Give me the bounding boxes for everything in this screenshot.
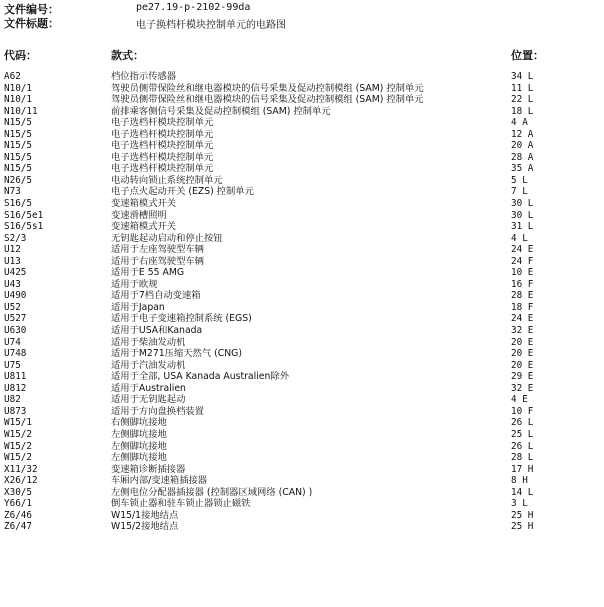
table-row	[0, 256, 604, 268]
row-description: W15/2接地结点	[111, 521, 179, 533]
row-position: 24 E	[511, 244, 534, 256]
row-code: N15/5	[4, 140, 32, 152]
row-code: N73	[4, 186, 21, 198]
table-row	[0, 152, 604, 164]
row-code: U812	[4, 382, 27, 394]
row-description: 无钥匙起动启动和停止按钮	[111, 232, 223, 244]
row-position: 17 H	[511, 463, 534, 475]
row-position: 22 L	[511, 94, 534, 106]
row-description: 车厢内部/变速箱插接器	[111, 475, 208, 487]
row-description: 适用于USA和Kanada	[111, 325, 203, 337]
table-row	[0, 337, 604, 349]
row-code: U74	[4, 336, 21, 348]
row-code: N10/11	[4, 105, 38, 117]
doc-title-value: 电子换档杆模块控制单元的电路图	[136, 20, 286, 31]
row-position: 30 L	[511, 209, 534, 221]
row-code: U75	[4, 359, 21, 371]
row-position: 32 E	[511, 382, 534, 394]
row-code: N15/5	[4, 163, 32, 175]
row-code: X30/5	[4, 486, 32, 498]
table-row	[0, 198, 604, 210]
row-code: N10/1	[4, 82, 32, 94]
row-description: 适用于Japan	[111, 301, 165, 313]
row-code: U12	[4, 244, 21, 256]
row-code: N15/5	[4, 151, 32, 163]
row-code: U527	[4, 313, 27, 325]
row-description: 驾驶员侧带保险丝和继电器模块的信号采集及促动控制模组 (SAM) 控制单元	[111, 82, 424, 94]
row-code: U43	[4, 278, 21, 290]
row-code: U811	[4, 371, 27, 383]
row-position: 20 E	[511, 359, 534, 371]
table-row	[0, 313, 604, 325]
code-column-header: 代码：	[4, 49, 37, 62]
row-position: 11 L	[511, 82, 534, 94]
row-code: U82	[4, 394, 21, 406]
table-row	[0, 371, 604, 383]
row-description: 变速箱模式开关	[111, 198, 177, 210]
row-code: U630	[4, 325, 27, 337]
row-code: A62	[4, 71, 21, 82]
row-position: 20 A	[511, 140, 534, 152]
row-description: 变速箱诊断插接器	[111, 463, 186, 475]
row-description: 适用于全部, USA Kanada Australien除外	[111, 371, 289, 383]
row-description: 电子选档杆模块控制单元	[111, 117, 214, 129]
row-code: W15/2	[4, 440, 32, 452]
row-code: Z6/46	[4, 509, 32, 521]
row-description: 适用于M271压缩天然气 (CNG)	[111, 348, 243, 360]
desc-column-header: 款式：	[111, 49, 144, 62]
table-row	[0, 233, 604, 245]
row-position: 35 A	[511, 163, 534, 175]
doc-number-value: pe27.19-p-2102-99da	[136, 2, 251, 13]
row-position: 25 L	[511, 428, 534, 440]
row-description: 适用于E 55 AMG	[111, 267, 185, 279]
table-row	[0, 267, 604, 279]
row-position: 29 E	[511, 371, 534, 383]
row-position: 30 L	[511, 198, 534, 210]
component-list	[0, 71, 604, 533]
table-row	[0, 163, 604, 175]
row-position: 18 F	[511, 301, 534, 313]
row-position: 7 L	[511, 186, 528, 198]
row-description: 左侧脚坑接地	[111, 428, 167, 440]
table-row	[0, 452, 604, 464]
table-row	[0, 94, 604, 106]
row-code: U13	[4, 255, 21, 267]
table-row	[0, 302, 604, 314]
table-row	[0, 394, 604, 406]
row-code: N15/5	[4, 117, 32, 129]
doc-title-label: 文件标题：	[4, 17, 59, 30]
row-description: 电动转向锁止系统控制单元	[111, 174, 223, 186]
table-row	[0, 290, 604, 302]
table-row	[0, 475, 604, 487]
row-code: U748	[4, 348, 27, 360]
row-position: 34 L	[511, 71, 534, 82]
row-description: 左侧脚坑接地	[111, 440, 167, 452]
row-code: N15/5	[4, 128, 32, 140]
table-row	[0, 117, 604, 129]
row-code: X26/12	[4, 475, 38, 487]
row-position: 14 L	[511, 486, 534, 498]
row-description: 适用于柴油发动机	[111, 336, 186, 348]
row-description: 适用于左座驾驶型车辆	[111, 244, 204, 256]
row-code: S16/5	[4, 198, 32, 210]
row-description: 电子选档杆模块控制单元	[111, 163, 214, 175]
row-position: 31 L	[511, 221, 534, 233]
table-row	[0, 348, 604, 360]
row-description: 电子选档杆模块控制单元	[111, 128, 214, 140]
row-position: 16 F	[511, 278, 534, 290]
row-code: N10/1	[4, 94, 32, 106]
row-position: 18 L	[511, 105, 534, 117]
row-code: U490	[4, 290, 27, 302]
table-row	[0, 210, 604, 222]
row-position: 24 F	[511, 255, 534, 267]
row-description: 适用于方向盘换档装置	[111, 405, 204, 417]
row-position: 26 L	[511, 417, 534, 429]
table-row	[0, 417, 604, 429]
row-description: 电子选档杆模块控制单元	[111, 151, 214, 163]
row-code: S16/5e1	[4, 209, 44, 221]
row-description: 前排乘客侧信号采集及促动控制模组 (SAM) 控制单元	[111, 105, 331, 117]
row-code: U52	[4, 301, 21, 313]
row-code: Z6/47	[4, 521, 32, 533]
row-position: 20 E	[511, 348, 534, 360]
row-code: S2/3	[4, 232, 27, 244]
row-description: 驾驶员侧带保险丝和继电器模块的信号采集及促动控制模组 (SAM) 控制单元	[111, 94, 424, 106]
table-row	[0, 140, 604, 152]
row-description: 变速箱模式开关	[111, 221, 177, 233]
row-description: 适用于欧规	[111, 278, 158, 290]
table-row	[0, 441, 604, 453]
row-description: 适用于7档自动变速箱	[111, 290, 201, 302]
row-position: 10 E	[511, 267, 534, 279]
table-row	[0, 106, 604, 118]
row-description: 适用于电子变速箱控制系统 (EGS)	[111, 313, 252, 325]
row-code: W15/1	[4, 417, 32, 429]
table-row	[0, 383, 604, 395]
row-position: 28 L	[511, 452, 534, 464]
table-row	[0, 510, 604, 522]
table-row	[0, 464, 604, 476]
row-description: 电子选档杆模块控制单元	[111, 140, 214, 152]
row-position: 3 L	[511, 498, 528, 510]
row-description: 适用于无钥匙起动	[111, 394, 186, 406]
table-row	[0, 244, 604, 256]
row-code: Y66/1	[4, 498, 32, 510]
row-description: 变速滑槽照明	[111, 209, 167, 221]
row-description: 适用于汽油发动机	[111, 359, 186, 371]
row-description: 左侧脚坑接地	[111, 452, 167, 464]
table-row	[0, 487, 604, 499]
doc-number-label: 文件编号：	[4, 3, 59, 16]
table-row	[0, 279, 604, 291]
table-row	[0, 498, 604, 510]
row-description: 倒车锁止器和驻车锁止器锁止磁铁	[111, 498, 251, 510]
row-position: 25 H	[511, 521, 534, 533]
row-position: 4 L	[511, 232, 528, 244]
row-position: 10 F	[511, 405, 534, 417]
row-description: 右侧脚坑接地	[111, 417, 167, 429]
row-position: 8 H	[511, 475, 528, 487]
row-description: 左侧电位分配器插接器 (控制器区域网络 (CAN) )	[111, 486, 313, 498]
row-code: S16/5s1	[4, 221, 44, 233]
row-description: 档位指示传感器	[111, 71, 177, 82]
row-position: 5 L	[511, 174, 528, 186]
row-code: U873	[4, 405, 27, 417]
table-row	[0, 406, 604, 418]
row-description: W15/1接地结点	[111, 509, 179, 521]
row-description: 适用于Australien	[111, 382, 186, 394]
table-row	[0, 129, 604, 141]
row-position: 32 E	[511, 325, 534, 337]
row-position: 26 L	[511, 440, 534, 452]
table-row	[0, 221, 604, 233]
row-description: 适用于右座驾驶型车辆	[111, 255, 204, 267]
pos-column-header: 位置：	[511, 49, 544, 62]
row-position: 28 A	[511, 151, 534, 163]
row-code: U425	[4, 267, 27, 279]
table-row	[0, 83, 604, 95]
table-row	[0, 429, 604, 441]
row-code: W15/2	[4, 428, 32, 440]
row-position: 20 E	[511, 336, 534, 348]
table-row	[0, 360, 604, 372]
row-position: 4 A	[511, 117, 528, 129]
row-position: 12 A	[511, 128, 534, 140]
table-row	[0, 175, 604, 187]
table-row	[0, 325, 604, 337]
row-code: X11/32	[4, 463, 38, 475]
row-position: 24 E	[511, 313, 534, 325]
table-row	[0, 186, 604, 198]
row-code: W15/2	[4, 452, 32, 464]
row-position: 28 E	[511, 290, 534, 302]
row-description: 电子点火起动开关 (EZS) 控制单元	[111, 186, 254, 198]
row-position: 4 E	[511, 394, 528, 406]
table-row	[0, 521, 604, 533]
table-row	[0, 71, 604, 83]
row-code: N26/5	[4, 174, 32, 186]
row-position: 25 H	[511, 509, 534, 521]
